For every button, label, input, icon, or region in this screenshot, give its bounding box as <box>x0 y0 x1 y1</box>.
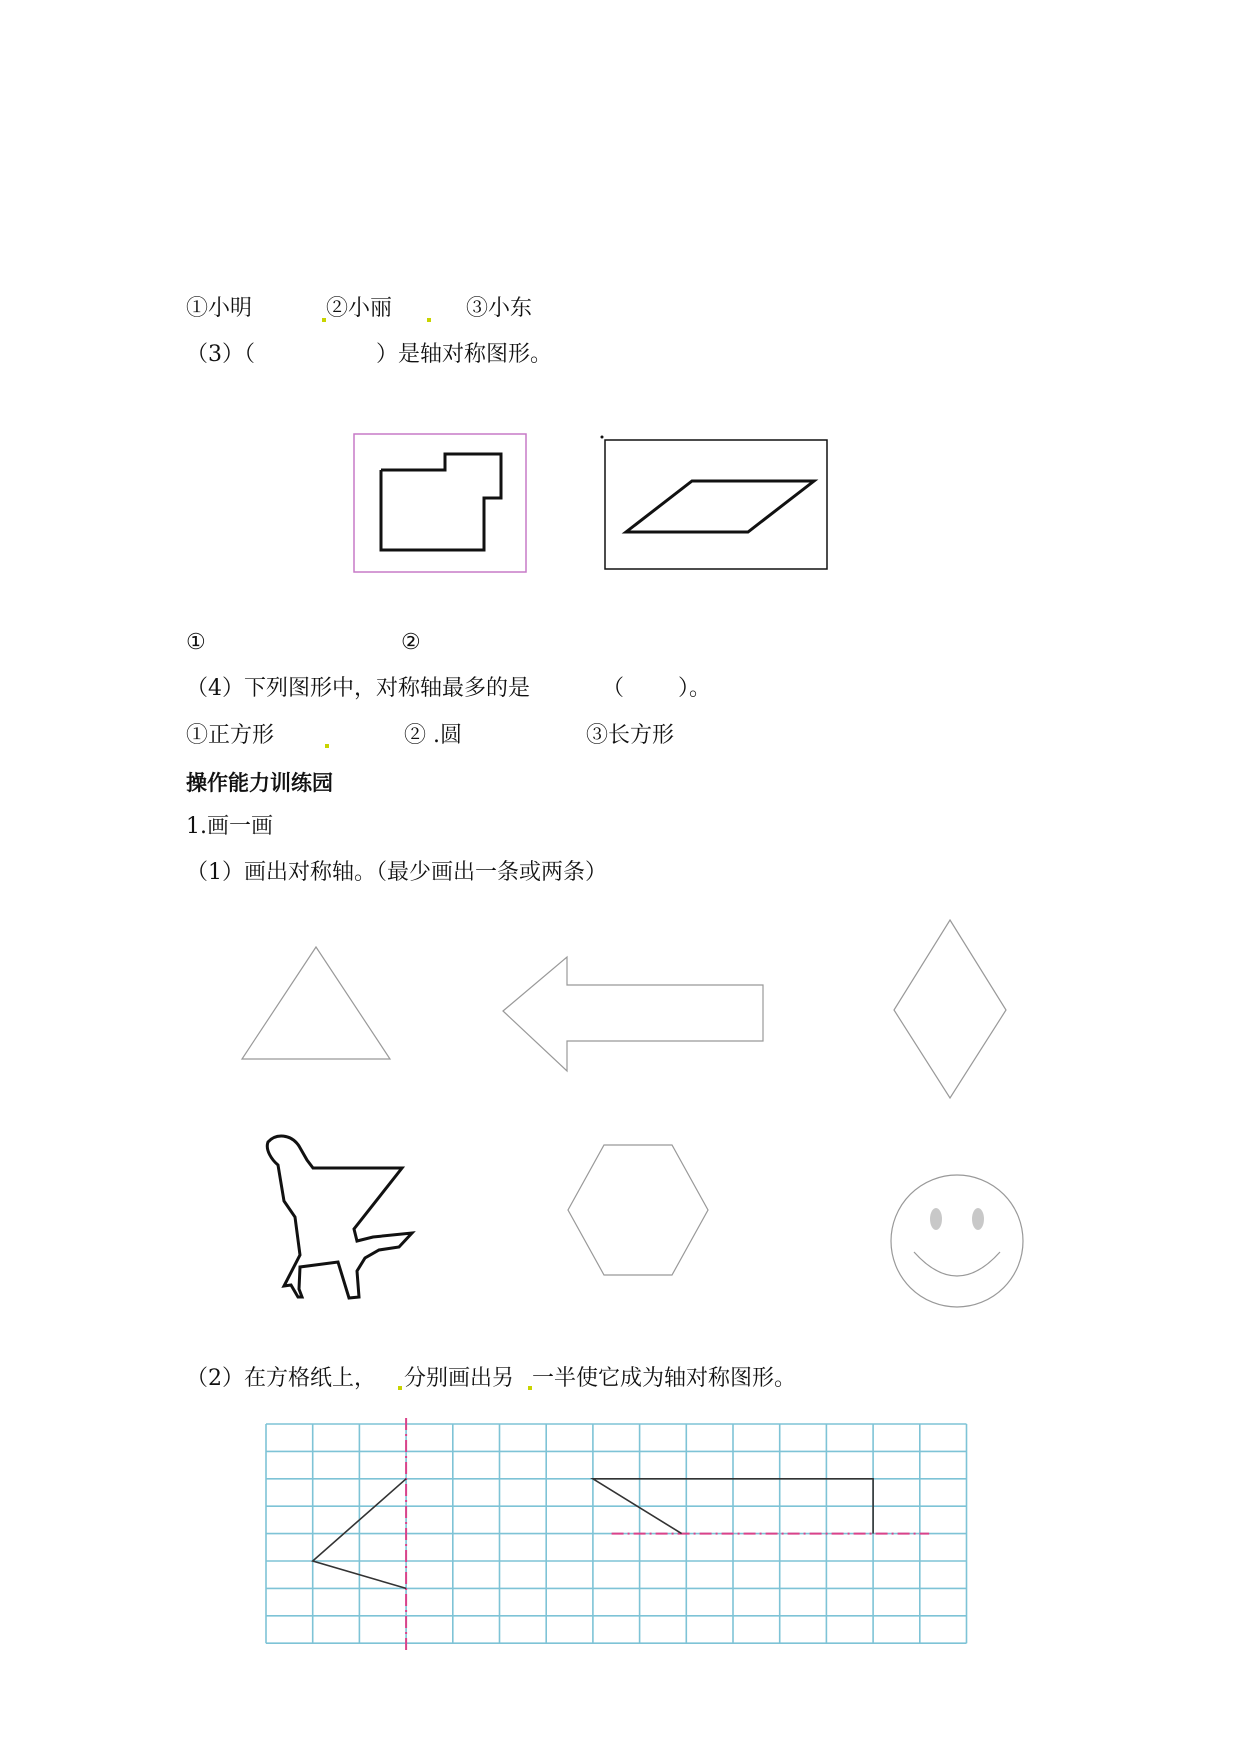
option-xiaodong: ③小东 <box>466 296 533 321</box>
airplane-icon <box>267 1136 412 1298</box>
q3-figure-1 <box>354 434 526 572</box>
q4-paren-open: （ <box>602 676 625 701</box>
rhombus-shape <box>894 920 1006 1098</box>
figure-1-shape <box>381 454 501 550</box>
q4-paren-close: ）。 <box>678 676 712 701</box>
sub-question-1: （1）画出对称轴。（最少画出一条或两条） <box>186 860 607 885</box>
q3-label-1: ① <box>186 630 206 655</box>
figure-2-parallelogram <box>626 481 814 532</box>
option-xiaoming: ①小明 <box>186 296 253 321</box>
smiley-face <box>891 1175 1023 1307</box>
arrow-shape <box>503 957 763 1071</box>
marker-dot <box>325 744 329 748</box>
q4-option-square: ①正方形 <box>186 723 275 748</box>
marker-dot <box>398 1386 402 1390</box>
sub-question-2a: （2）在方格纸上， <box>186 1366 376 1391</box>
option-xiaoli: ②小丽 <box>326 296 393 321</box>
figure-2-frame <box>605 440 827 569</box>
hexagon-shape <box>568 1145 708 1275</box>
q3-suffix: ）是轴对称图形。 <box>376 342 553 367</box>
sub-question-2b: 分别画出另 <box>404 1366 515 1391</box>
triangle-shape <box>242 947 390 1059</box>
q4-option-circle: ② .圆 <box>404 723 462 748</box>
q4-option-rectangle: ③长方形 <box>586 723 675 748</box>
section-title: 操作能力训练园 <box>186 771 333 795</box>
q3-figure-2 <box>601 436 828 570</box>
sub-question-2c: 一半使它成为轴对称图形。 <box>532 1366 797 1391</box>
q3-label-2: ② <box>401 630 421 655</box>
q3-prefix: （3）（ <box>186 342 255 367</box>
q4-prefix: （4）下列图形中，对称轴最多的是 <box>186 676 530 701</box>
grid-paper <box>266 1418 967 1651</box>
item-draw: 1.画一画 <box>186 814 273 839</box>
